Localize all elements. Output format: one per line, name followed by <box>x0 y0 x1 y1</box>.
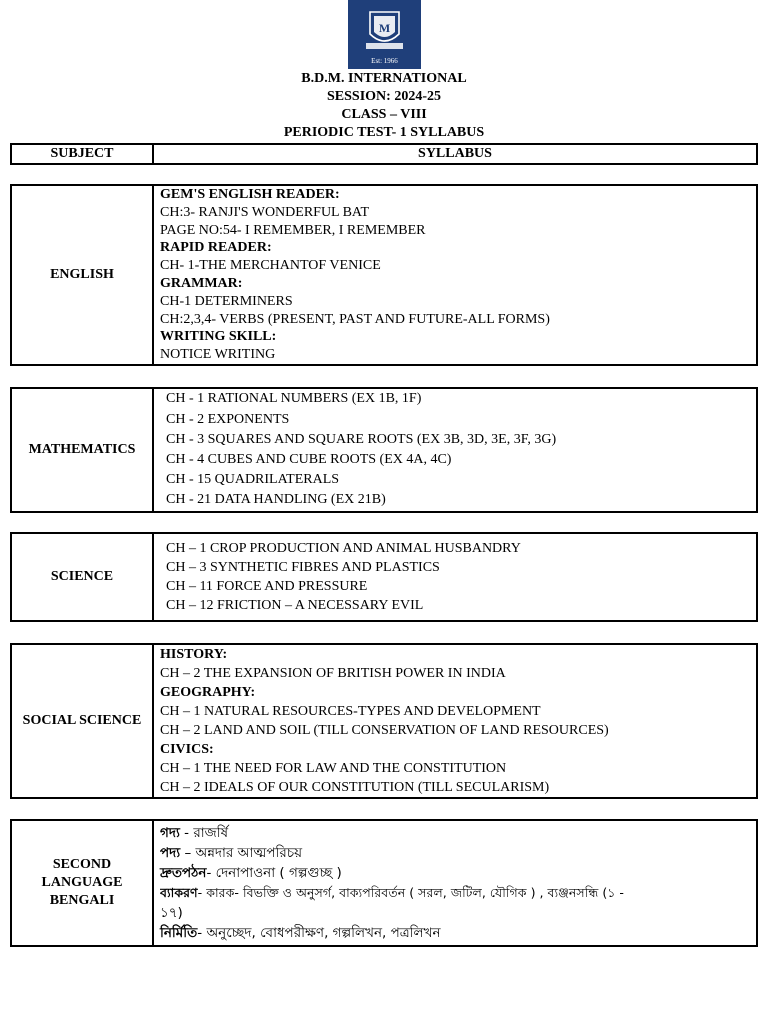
social-science-subject: SOCIAL SCIENCE <box>11 644 153 798</box>
bengali-line <box>160 843 756 863</box>
bengali-line-text: - অনুচ্ছেদ, বোধপরীক্ষণ, গল্পলিখন, পত্রলিখন <box>197 925 441 941</box>
bengali-line-label: ব্যাকরণ <box>160 885 198 900</box>
social-science-line: GEOGRAPHY: <box>160 685 256 700</box>
english-syllabus <box>153 185 757 365</box>
bengali-line-text: – অন্নদার আত্মপরিচয় <box>180 845 303 861</box>
session-line: SESSION: 2024-25 <box>327 89 441 104</box>
science-line: CH – 12 FRICTION – A NECESSARY EVIL <box>166 598 424 613</box>
class-line: CLASS – VIII <box>341 107 427 122</box>
svg-text:Est: 1966: Est: 1966 <box>371 57 398 65</box>
bengali-line-text: - রাজর্ষি <box>179 825 229 841</box>
science-line: CH – 3 SYNTHETIC FIBRES AND PLASTICS <box>166 560 440 575</box>
mathematics-line: CH - 1 RATIONAL NUMBERS (EX 1B, 1F) <box>166 391 422 407</box>
bengali-line <box>160 903 756 923</box>
school-name: B.D.M. INTERNATIONAL <box>301 71 467 86</box>
english-subject: ENGLISH <box>11 185 153 365</box>
school-logo <box>348 0 421 69</box>
bengali-subject-line: BENGALI <box>49 893 115 908</box>
english-line: RAPID READER: <box>160 240 272 256</box>
bengali-line-text: - কারক- বিভক্তি ও অনুসর্গ, বাক্যপরিবর্তন ( সরল, জটিল, যৌগিক ) , ব্যঞ্জনসন্ধি (১ - <box>197 885 624 900</box>
bengali-line-text: ১৭) <box>160 905 183 921</box>
bengali-line <box>160 883 756 903</box>
mathematics-subject: MATHEMATICS <box>11 388 153 512</box>
social-science-line: HISTORY: <box>160 647 228 662</box>
science-section <box>10 532 758 622</box>
bengali-syllabus <box>153 820 757 946</box>
social-science-line: CH – 2 THE EXPANSION OF BRITISH POWER IN INDIA <box>160 666 506 681</box>
bengali-line <box>160 863 756 883</box>
mathematics-line: CH - 3 SQUARES AND SQUARE ROOTS (EX 3B, 3D, 3E, 3F, 3G) <box>166 431 557 447</box>
bengali-line-label: পদ্য <box>160 845 181 861</box>
english-line: GRAMMAR: <box>160 276 243 291</box>
bengali-line-text: - দেনাপাওনা ( গল্পগুচ্ছ ) <box>206 865 342 881</box>
science-subject: SCIENCE <box>11 533 153 621</box>
bengali-line-label: গদ্য <box>160 825 180 841</box>
social-science-line: CH – 1 NATURAL RESOURCES-TYPES AND DEVELOPMENT <box>160 704 541 719</box>
social-science-line: CH – 2 LAND AND SOIL (TILL CONSERVATION OF LAND RESOURCES) <box>160 723 609 738</box>
bengali-subject <box>11 820 153 946</box>
social-science-line: CH – 2 IDEALS OF OUR CONSTITUTION (TILL SECULARISM) <box>160 780 550 795</box>
bengali-subject-line: LANGUAGE <box>41 875 123 890</box>
social-science-syllabus <box>153 644 757 798</box>
mathematics-syllabus <box>153 388 757 512</box>
syllabus-column-header: SYLLABUS <box>153 144 757 164</box>
bengali-subject-line: SECOND <box>52 857 112 872</box>
social-science-section <box>10 643 758 799</box>
english-line: PAGE NO:54- I REMEMBER, I REMEMBER <box>160 222 426 238</box>
english-line: CH:3- RANJI'S WONDERFUL BAT <box>160 204 370 220</box>
mathematics-line: CH - 21 DATA HANDLING (EX 21B) <box>166 492 386 508</box>
svg-text:M: M <box>378 21 391 35</box>
bengali-line <box>160 823 756 843</box>
bengali-line <box>160 923 756 943</box>
mathematics-line: CH - 2 EXPONENTS <box>166 411 290 427</box>
english-line: CH:2,3,4- VERBS (PRESENT, PAST AND FUTURE-ALL FORMS) <box>160 311 550 327</box>
english-line: CH- 1-THE MERCHANTOF VENICE <box>160 258 381 274</box>
test-title: PERIODIC TEST- 1 SYLLABUS <box>283 125 485 140</box>
social-science-line: CH – 1 THE NEED FOR LAW AND THE CONSTITUTION <box>160 761 507 776</box>
school-crest-icon <box>348 0 421 69</box>
mathematics-section <box>10 387 758 513</box>
science-line: CH – 1 CROP PRODUCTION AND ANIMAL HUSBANDRY <box>166 541 521 556</box>
bengali-section <box>10 819 758 947</box>
mathematics-line: CH - 15 QUADRILATERALS <box>166 472 340 488</box>
subject-column-header: SUBJECT <box>11 144 153 164</box>
english-line: GEM'S ENGLISH READER: <box>160 187 340 203</box>
science-syllabus <box>153 533 757 621</box>
bengali-line-label: নির্মিতি <box>160 925 198 941</box>
bengali-line-label: দ্রুতপঠন <box>160 865 207 881</box>
document-header <box>0 70 768 142</box>
science-line: CH – 11 FORCE AND PRESSURE <box>166 579 368 594</box>
english-line: CH-1 DETERMINERS <box>160 293 293 309</box>
column-header-table <box>10 143 758 165</box>
english-section <box>10 184 758 366</box>
english-line: NOTICE WRITING <box>160 347 276 363</box>
mathematics-line: CH - 4 CUBES AND CUBE ROOTS (EX 4A, 4C) <box>166 452 452 467</box>
social-science-line: CIVICS: <box>160 742 214 757</box>
english-line: WRITING SKILL: <box>160 329 277 345</box>
